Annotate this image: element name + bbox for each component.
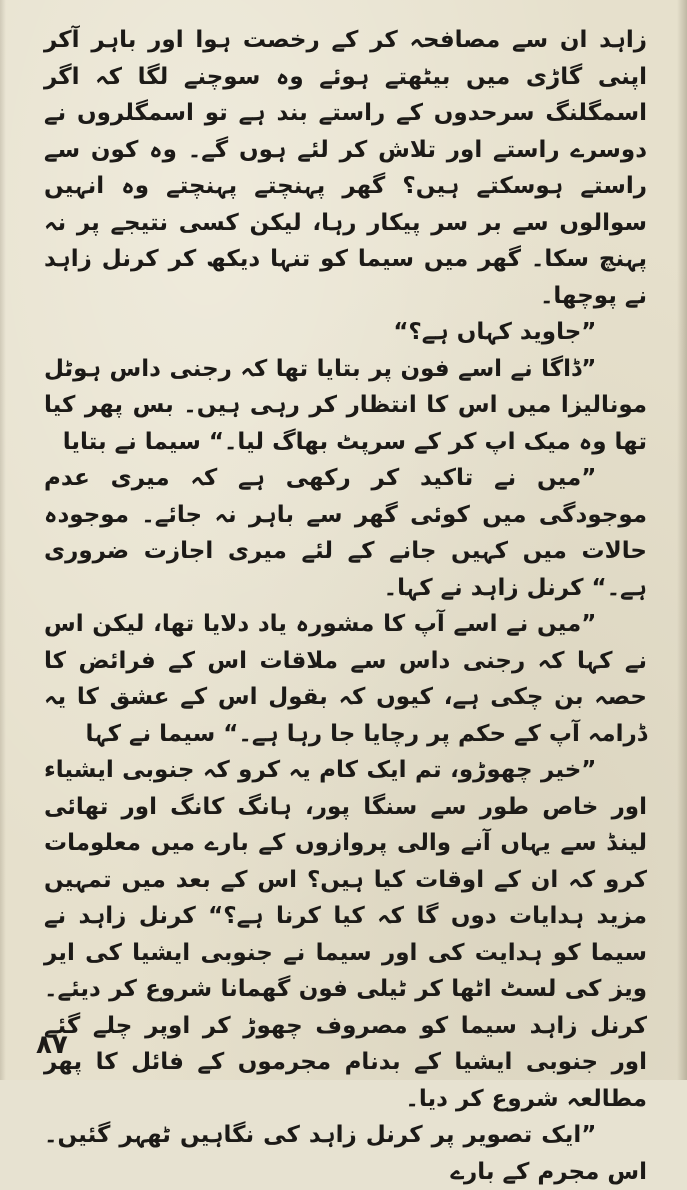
- paragraph-1: زاہد ان سے مصافحہ کر کے رخصت ہوا اور باہر آکر اپنی گاڑی میں بیٹھتے ہوئے وہ سوچنے لگا کہ اگر اسمگلنگ سرحدوں کے راستے بند ہے تو اسمگلروں نے دوسرے راستے اور تلاش کر لئے ہوں گے۔ وہ کون سے راستے ہوسکتے ہیں؟ گھر پہنچتے پہنچتے وہ انہیں سوالوں سے بر سر پیکار رہا، لیکن کسی نتیجے پر نہ پہنچ سکا۔ گھر میں سیما کو تنہا دیکھ کر کرنل زاہد نے پوچھا۔: [44, 27, 647, 309]
- page-number: ۸۷: [36, 1030, 68, 1060]
- paragraph-4: ”میں نے تاکید کر رکھی ہے کہ میری عدم موجودگی میں کوئی گھر سے باہر نہ جائے۔ موجودہ حالات میں کہیں جانے کے لئے میری اجازت ضروری ہے۔“ کرنل زاہد نے کہا۔: [44, 465, 647, 601]
- page-text: [44, 22, 647, 1190]
- paragraph-3: ”ڈاگا نے اسے فون پر بتایا تھا کہ رجنی داس ہوٹل مونالیزا میں اس کا انتظار کر رہی ہیں۔ بس پھر کیا تھا وہ میک اپ کر کے سرپٹ بھاگ لیا۔“ سیما نے بتایا: [44, 355, 647, 455]
- paragraph-2: ”جاوید کہاں ہے؟“: [393, 319, 597, 345]
- paragraph-5: ”میں نے اسے آپ کا مشورہ یاد دلایا تھا، لیکن اس نے کہا کہ رجنی داس سے ملاقات اس کے فرائض کا حصہ بن چکی ہے، کیوں کہ بقول اس کے عشق کا یہ ڈرامہ آپ کے حکم پر رچایا جا رہا ہے۔“ سیما نے کہا: [44, 611, 647, 747]
- paragraph-7: ”ایک تصویر پر کرنل زاہد کی نگاہیں ٹھہر گئیں۔ اس مجرم کے بارے: [44, 1122, 647, 1185]
- paragraph-6: ”خیر چھوڑو، تم ایک کام یہ کرو کہ جنوبی ایشیاء اور خاص طور سے سنگا پور، ہانگ کانگ اور تھائی لینڈ سے یہاں آنے والی پروازوں کے بارے میں معلومات کرو کہ ان کے اوقات کیا ہیں؟ اس کے بعد میں تمہیں مزید ہدایات دوں گا کہ کیا کرنا ہے؟“ کرنل زاہد نے سیما کو ہدایت کی اور سیما نے جنوبی ایشیا کی ایر ویز کی لسٹ اٹھا کر ٹیلی فون گھمانا شروع کر دیئے۔ کرنل زاہد سیما کو مصروف چھوڑ کر اوپر چلے گئے اور جنوبی ایشیا کے بدنام مجرموں کے فائل کا پھر مطالعہ شروع کر دیا۔: [44, 757, 647, 1112]
